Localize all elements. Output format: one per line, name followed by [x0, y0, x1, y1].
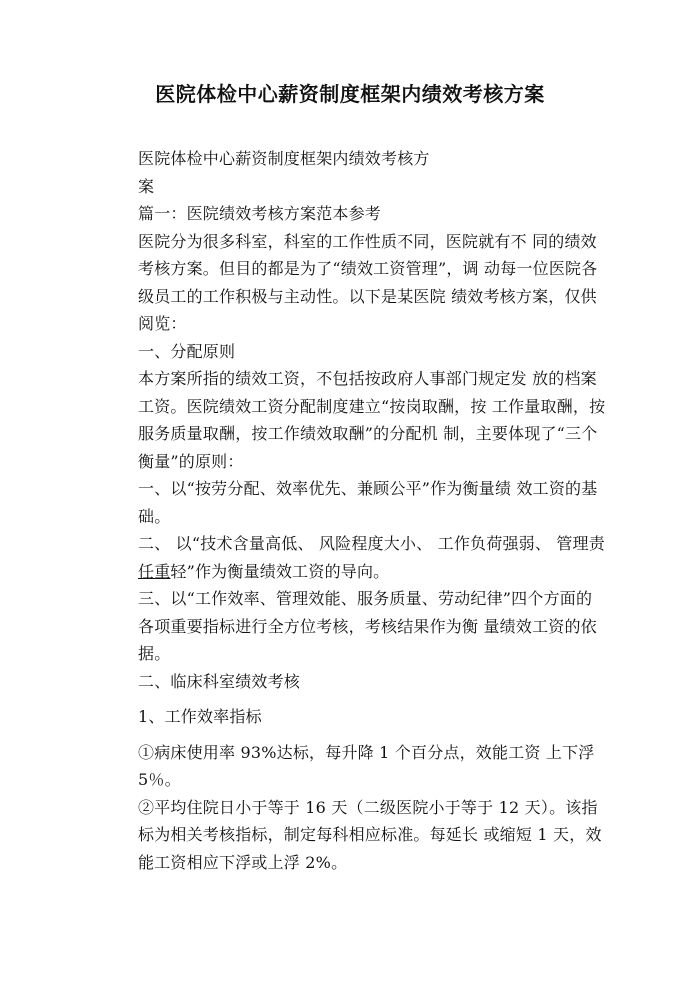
heading-efficiency-indicators: 1、工作效率指标: [138, 707, 262, 726]
document-title: 医院体检中心薪资制度框架内绩效考核方案: [155, 82, 545, 106]
document-body: [138, 145, 608, 876]
indicator-average-stay: ②平均住院日小于等于 16 天（二级医院小于等于 12 天）。该指标为相关考核指标，制定每科相应标准。每延长 或缩短 1 天，效能工资相应下浮或上浮 2%。: [138, 797, 602, 872]
principle-two-underlined: 任重: [138, 561, 171, 581]
principle-three: 三、以“工作效率、管理效能、服务质量、劳动纪律”四个方面的各项重要指标进行全方位考核，考核结果作为衡 量绩效工资的依据。: [138, 589, 597, 663]
section-heading-part-one: 篇一：医院绩效考核方案范本参考: [138, 204, 382, 223]
indicator-bed-usage: ①病床使用率 93%达标，每升降 1 个百分点，效能工资 上下浮 5％。: [138, 742, 595, 789]
principle-one: 一、以“按劳分配、效率优先、兼顾公平”作为衡量绩 效工资的基础。: [138, 479, 598, 526]
principle-two-text-b: 轻”作为衡量绩效工资的导向。: [170, 561, 390, 581]
subtitle-line-1: 医院体检中心薪资制度框架内绩效考核方: [138, 149, 430, 168]
intro-paragraph: 医院分为很多科室，科室的工作性质不同，医院就有不 同的绩效考核方案。但目的都是为了“绩效工资管理”，调 动每一位医院各级员工的工作积极与主动性。以下是某医院 绩效考核方案，仅供阅览：: [138, 231, 598, 333]
principle-two: [138, 530, 608, 585]
principles-paragraph: 本方案所指的绩效工资，不包括按政府人事部门规定发 放的档案工资。医院绩效工资分配制度建立“按岗取酬，按 工作量取酬，按服务质量取酬，按工作绩效取酬”的分配机 制，主要体现了“三个衡量”的原则：: [138, 369, 606, 471]
principle-two-text-a: 二、 以“技术含量高低、 风险程度大小、 工作负荷强弱、 管理责: [138, 534, 605, 553]
subtitle-line-2: 案: [138, 176, 155, 196]
heading-allocation-principles: 一、分配原则: [138, 341, 236, 361]
heading-clinical-assessment: 二、临床科室绩效考核: [138, 671, 301, 691]
